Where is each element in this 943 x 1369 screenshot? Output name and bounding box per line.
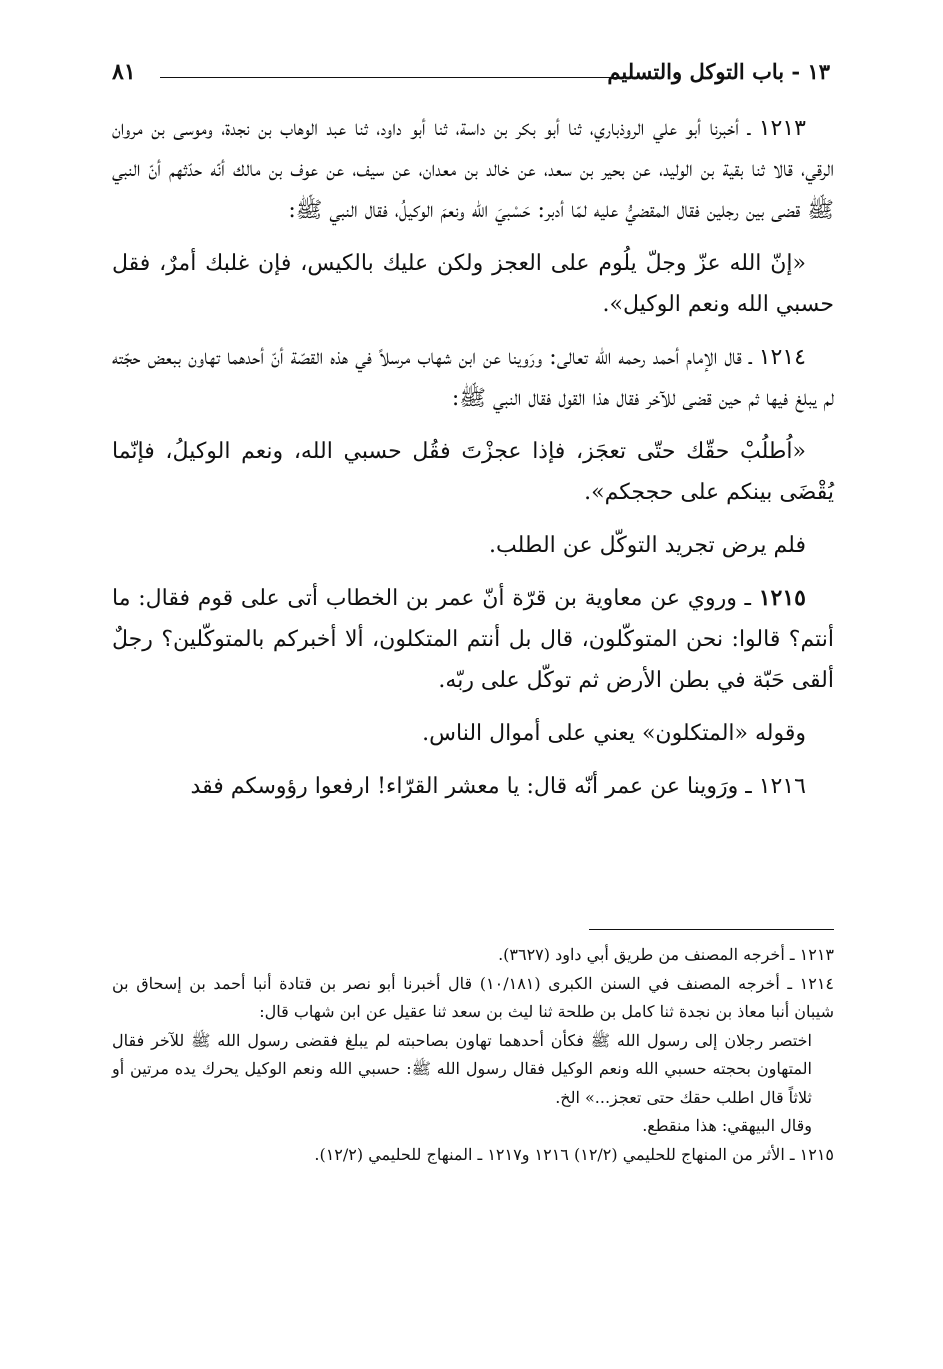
hadith-number-1215: ١٢١٥: [758, 585, 806, 611]
commentary-1214: فلم يرض تجريد التوكّل عن الطلب.: [489, 533, 806, 558]
footnote-1214-note: وقال البيهقي: هذا منقطع.: [642, 1116, 812, 1135]
footnote-1213: ١٢١٣ ـ أخرجه المصنف من طريق أبي داود (٣٦٢٧).: [498, 945, 834, 964]
hadith-quote-1214: «اُطلُبْ حقّك حتّى تعجَز، فإذا عجزْتَ فقُل حسبي الله، ونعم الوكيلُ، فإنّما يُقْضَى بينكم على حججكم».: [112, 439, 834, 505]
paragraph-1215: [112, 578, 834, 701]
page-number: ٨١: [112, 59, 136, 85]
paragraph-1213: ١٢١٣ ـ أخبرنا أبو علي الروذباري، ثنا أبو بكر بن داسة، ثنا أبو داود، ثنا عبد الوهاب بن نجدة، وموسى بن مروان الرقي، قالا ثنا بقية بن الوليد، عن بحير بن سعد، عن خالد بن معدان، عن سيف، عن عوف بن مالك أنّه حدّثهم أنّ النبي ﷺ قضى بين رجلين فقال المقضيُّ عليه لمّا أدبر: حَسْبيَ الله ونعمَ الوكيلُ، فقال النبي ﷺ:: [112, 116, 834, 223]
page-header: [112, 55, 830, 95]
footnote-1214: ١٢١٤ ـ أخرجه المصنف في السنن الكبرى (١٠/١٨١) قال أخبرنا أبو نصر بن قتادة أنبا أحمد بن إسحاق بن شيبان أنبا معاذ بن نجدة ثنا كامل بن طلحة ثنا ليث بن سعد ثنا عقيل عن ابن شهاب قال:: [112, 973, 834, 1021]
paragraph-1215-text: ـ وروي عن معاوية بن قرّة أنّ عمر بن الخطاب أتى على قوم فقال: ما أنتم؟ قالوا: نحن المتوكّلون، قال بل أنتم المتكلون، ألا أخبركم بالمتوكّلين؟ رجلٌ ألقى حَبّة في بطن الأرض ثم توكّل على ربّه.: [112, 586, 834, 693]
header-rule: [160, 77, 630, 78]
footnote-1214-quote: اختصر رجلان إلى رسول الله ﷺ فكأن أحدهما تهاون بصاحبته لم يبلغ فقضى رسول الله ﷺ للآخر فقال المتهاون بحجته حسبي الله ونعم الوكيل فقال رسول الله ﷺ: حسبي الله ونعم الوكيل يحرك يده مرتين أو ثلاثاً قال اطلب حقك حتى تعجز...» الخ.: [112, 1030, 813, 1107]
commentary-1215: وقوله «المتكلون» يعني على أموال الناس.: [422, 721, 806, 746]
footnote-separator: [589, 929, 834, 930]
main-text: [112, 108, 834, 819]
chapter-title: ١٣ - باب التوكل والتسليم: [607, 59, 830, 84]
footnote-1215: ١٢١٥ ـ الأثر من المنهاج للحليمي (١٢/٢) ١٢١٦ و١٢١٧ ـ المنهاج للحليمي (١٢/٢).: [314, 1144, 834, 1164]
footnotes: [112, 941, 834, 1169]
hadith-quote-1213: «إنّ الله عزّ وجلّ يلُوم على العجز ولكن عليك بالكيس، فإن غلبك أمرٌ، فقل حسبي الله ونعم الوكيل».: [112, 251, 834, 317]
paragraph-1214: ١٢١٤ ـ قال الإمام أحمد رحمه الله تعالى: ورَوينا عن ابن شهاب مرسلاً في هذه القصّة أنّ أحدهما تهاون ببعض حجّته لم يبلغ فيها ثم حين قضى للآخر فقال هذا القول فقال النبي ﷺ:: [112, 345, 834, 411]
paragraph-1216: ١٢١٦ ـ ورَوينا عن عمر أنّه قال: يا معشر القرّاء! ارفعوا رؤوسكم فقد: [190, 774, 806, 799]
